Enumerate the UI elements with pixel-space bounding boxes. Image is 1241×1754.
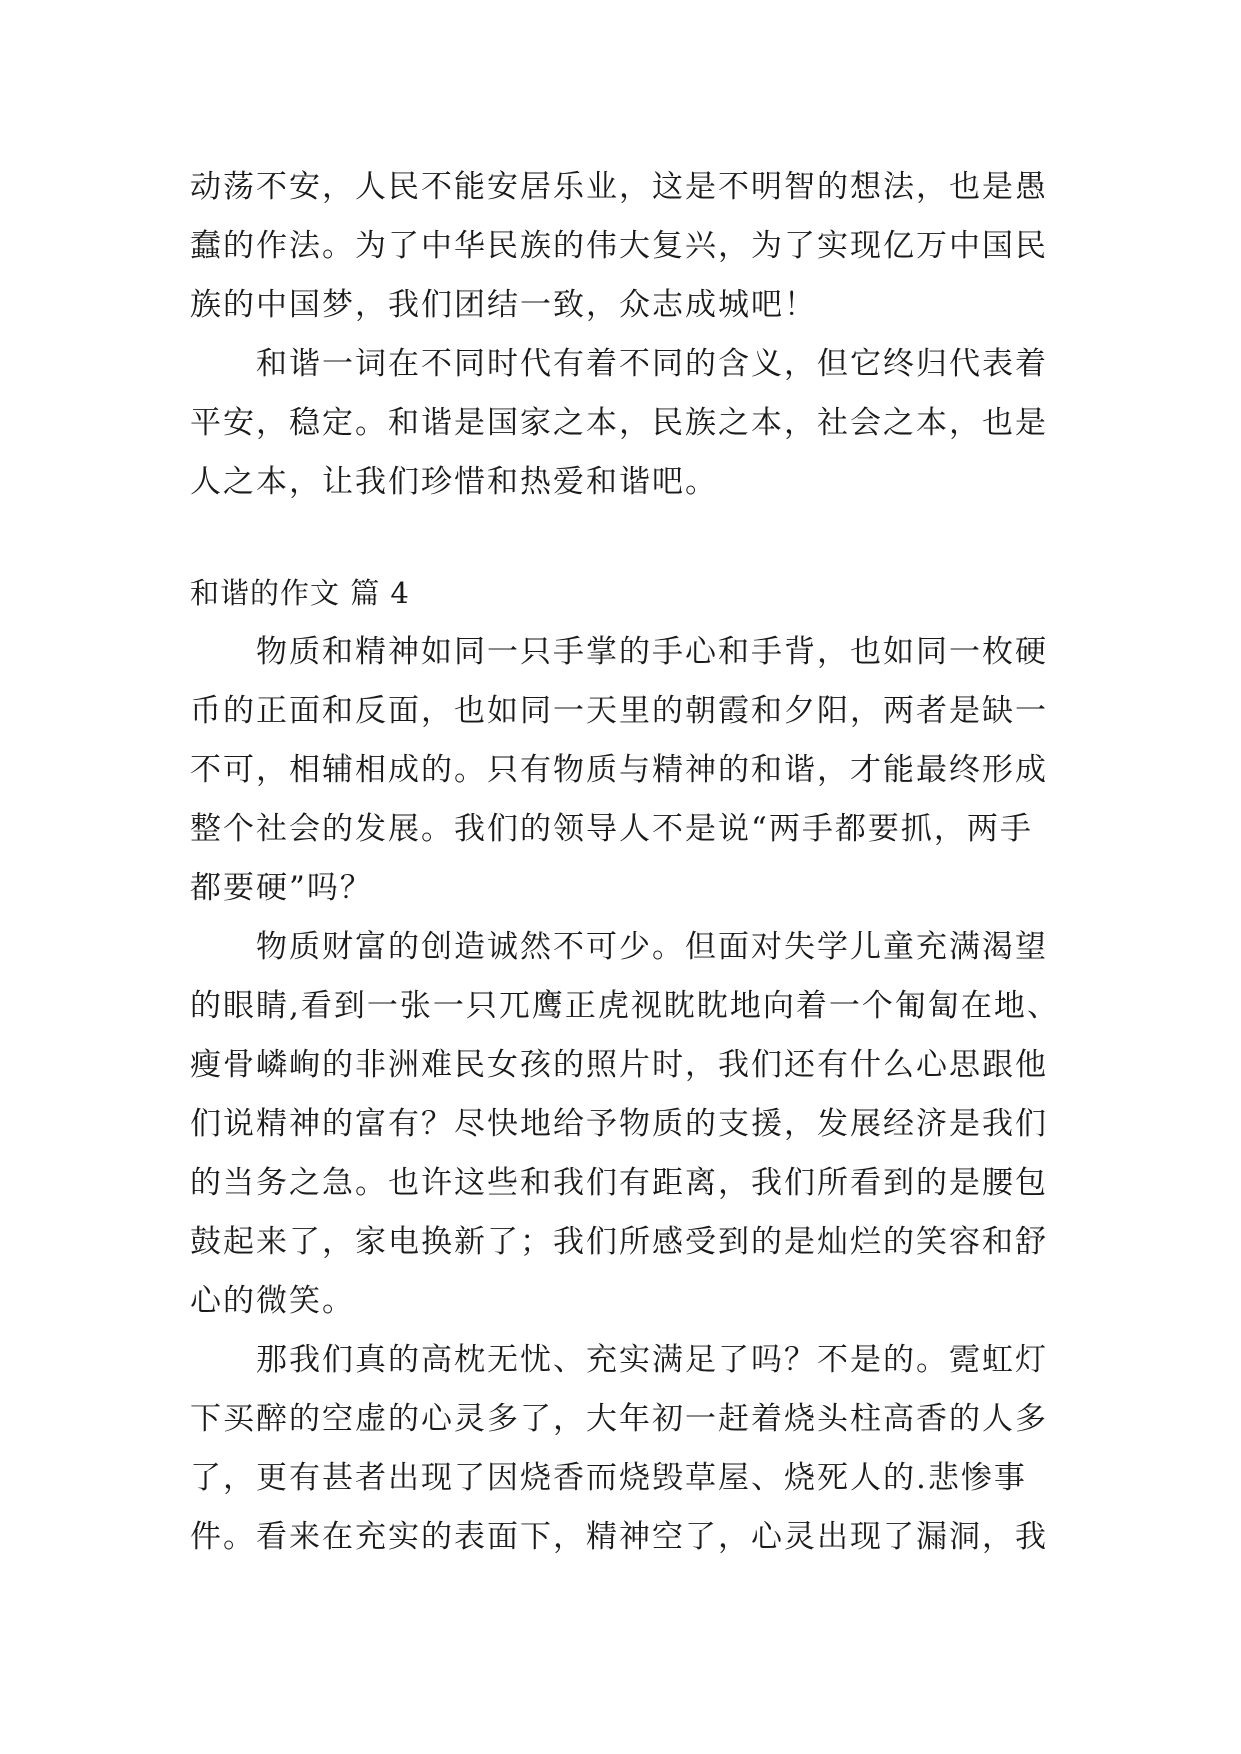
paragraph-continued [190,158,1050,335]
text-line: 族的中国梦，我们团结一致，众志成城吧！ [190,287,817,323]
text-line: 人之本，让我们珍惜和热爱和谐吧。 [190,464,718,500]
paragraph-2 [190,918,1060,1331]
section-spacer [190,512,1050,564]
text-line: 的当务之急。也许这些和我们有距离，我们所看到的是腰包 [190,1165,1048,1201]
paragraph-3 [190,1331,1050,1567]
text-line: 和谐一词在不同时代有着不同的含义，但它终归代表着 [256,346,1048,382]
text-line: 整个社会的发展。我们的领导人不是说“两手都要抓，两手 [190,811,1033,847]
text-line: 了，更有甚者出现了因烧香而烧毁草屋、烧死人的.悲惨事 [190,1460,1027,1496]
text-line: 瘦骨嶙峋的非洲难民女孩的照片时，我们还有什么心思跟他 [190,1047,1048,1083]
text-line: 件。看来在充实的表面下，精神空了，心灵出现了漏洞，我 [190,1519,1048,1555]
text-line: 蠢的作法。为了中华民族的伟大复兴，为了实现亿万中国民 [190,228,1048,264]
text-line: 动荡不安，人民不能安居乐业，这是不明智的想法，也是愚 [190,169,1048,205]
text-line: 物质和精神如同一只手掌的手心和手背，也如同一枚硬 [256,634,1048,670]
text-line: 下买醉的空虚的心灵多了，大年初一赶着烧头柱高香的人多 [190,1401,1048,1437]
text-line: 心的微笑。 [190,1283,355,1319]
text-line: 的眼睛,看到一张一只兀鹰正虎视眈眈地向着一个匍匐在地、 [190,988,1060,1024]
text-line: 那我们真的高枕无忧、充实满足了吗？不是的。霓虹灯 [256,1342,1048,1378]
text-line: 物质财富的创造诚然不可少。但面对失学儿童充满渴望 [256,929,1048,965]
text-line: 鼓起来了，家电换新了；我们所感受到的是灿烂的笑容和舒 [190,1224,1048,1260]
paragraph-conclusion [190,335,1050,512]
text-line: 们说精神的富有？尽快地给予物质的支援，发展经济是我们 [190,1106,1048,1142]
paragraph-1 [190,623,1050,918]
text-line: 不可，相辅相成的。只有物质与精神的和谐，才能最终形成 [190,752,1048,788]
section-heading: 和谐的作文 篇 4 [190,576,410,610]
text-line: 币的正面和反面，也如同一天里的朝霞和夕阳，两者是缺一 [190,693,1048,729]
document-page [190,158,1060,1567]
text-line: 都要硬”吗？ [190,870,373,906]
text-line: 平安，稳定。和谐是国家之本，民族之本，社会之本，也是 [190,405,1048,441]
